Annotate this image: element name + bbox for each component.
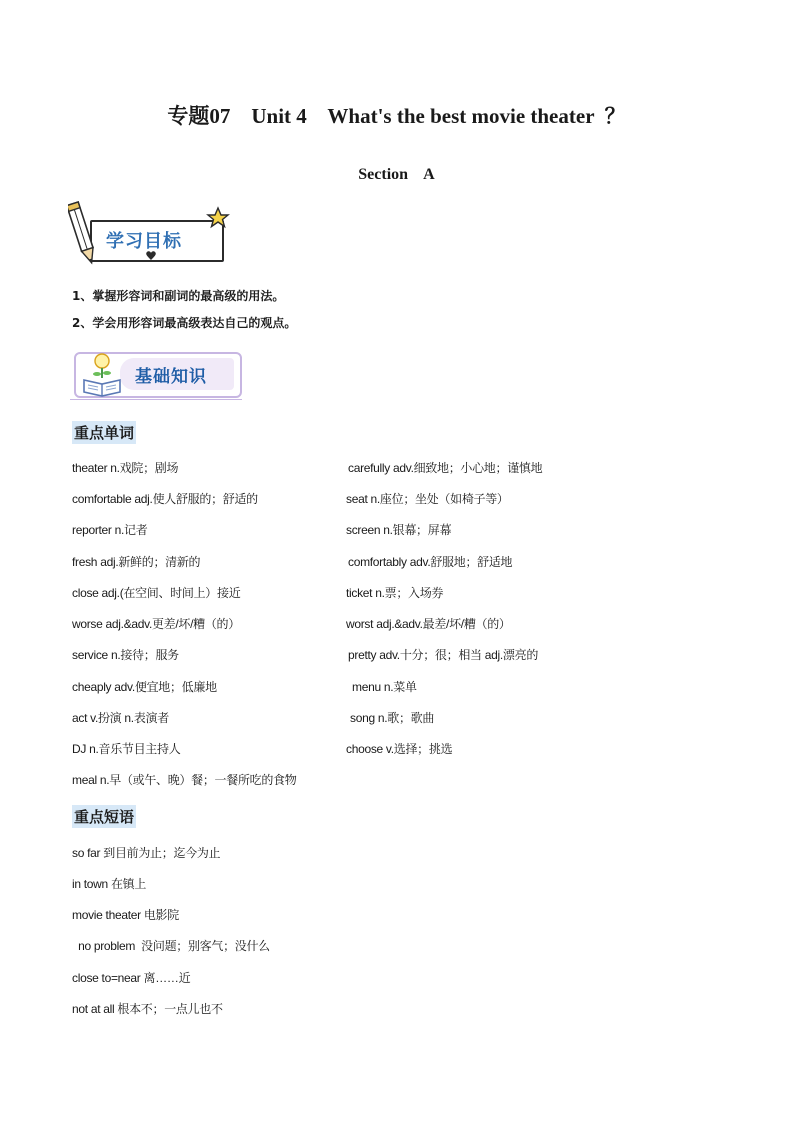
word-item: DJ n.音乐节目主持人 (72, 742, 181, 756)
basic-knowledge-banner (70, 348, 242, 404)
word-item: fresh adj.新鲜的；清新的 (72, 555, 201, 569)
book-lightbulb-icon (80, 350, 124, 398)
word-item: close adj.(在空间、时间上）接近 (72, 586, 241, 600)
word-item: worse adj.&adv.更差/坏/糟（的） (72, 617, 240, 631)
learning-goals-banner (68, 198, 238, 268)
word-item: worst adj.&adv.最差/坏/糟（的） (346, 617, 511, 631)
word-item: meal n.早（或午、晚）餐；一餐所吃的食物 (72, 773, 297, 787)
goal-item: 1、掌握形容词和副词的最高级的用法。 (72, 289, 285, 303)
word-item: ticket n.票；入场券 (346, 586, 444, 600)
page-title: 专题07 Unit 4 What's the best movie theater ？ (167, 104, 626, 128)
phrase-item: movie theater 电影院 (72, 908, 179, 922)
phrase-item: in town 在镇上 (72, 877, 147, 891)
learning-goals-label: 学习目标 (106, 231, 182, 252)
phrase-item: close to=near 离……近 (72, 971, 191, 985)
word-item: carefully adv.细致地；小心地；谨慎地 (348, 461, 543, 475)
phrase-item: so far 到目前为止；迄今为止 (72, 846, 221, 860)
word-item: service n.接待；服务 (72, 648, 179, 662)
word-item: seat n.座位；坐处（如椅子等） (346, 492, 509, 506)
goal-item: 2、学会用形容词最高级表达自己的观点。 (72, 316, 297, 330)
word-item: theater n.戏院；剧场 (72, 461, 179, 475)
key-phrases-heading: 重点短语 (72, 805, 136, 828)
phrase-item: not at all 根本不；一点儿也不 (72, 1002, 223, 1016)
word-item: pretty adv.十分；很；相当 adj.漂亮的 (348, 648, 539, 662)
word-item: menu n.菜单 (352, 680, 417, 694)
basic-knowledge-label: 基础知识 (135, 367, 207, 387)
word-item: screen n.银幕；屏幕 (346, 523, 452, 537)
word-item: comfortable adj.使人舒服的；舒适的 (72, 492, 258, 506)
word-item: comfortably adv.舒服地；舒适地 (348, 555, 513, 569)
word-item: song n.歌；歌曲 (350, 711, 435, 725)
word-item: choose v.选择；挑选 (346, 742, 453, 756)
word-item: cheaply adv.便宜地；低廉地 (72, 680, 217, 694)
phrase-item: no problem 没问题；别客气；没什么 (72, 939, 270, 953)
section-title: Section A (358, 166, 435, 183)
word-item: reporter n.记者 (72, 523, 148, 537)
word-item: act v.扮演 n.表演者 (72, 711, 169, 725)
key-words-heading: 重点单词 (72, 421, 136, 444)
